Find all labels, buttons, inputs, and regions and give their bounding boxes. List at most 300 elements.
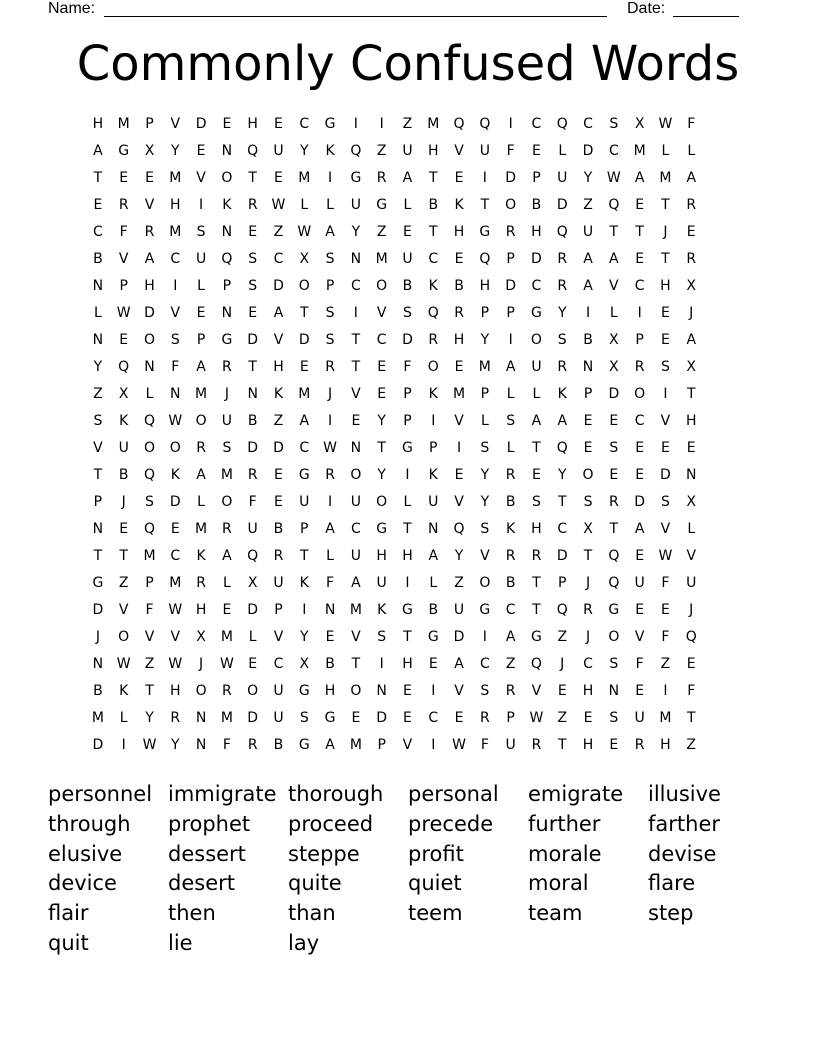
grid-letter[interactable]: O [221,170,233,186]
grid-letter[interactable]: W [168,602,183,618]
grid-letter[interactable]: M [633,143,646,159]
grid-letter[interactable]: H [402,656,413,672]
grid-letter[interactable]: A [299,413,310,429]
grid-letter[interactable]: R [325,467,335,483]
grid-letter[interactable]: M [169,575,182,591]
grid-letter[interactable]: H [660,737,671,753]
grid-letter[interactable]: A [557,413,568,429]
grid-letter[interactable]: Y [93,359,103,375]
grid-letter[interactable]: Z [454,575,464,591]
grid-letter[interactable]: D [402,332,413,348]
grid-letter[interactable]: K [119,413,129,429]
grid-letter[interactable]: E [686,224,696,240]
grid-letter[interactable]: S [583,494,593,510]
grid-letter[interactable]: H [479,278,491,294]
grid-letter[interactable]: M [298,386,311,402]
grid-letter[interactable]: R [505,683,516,699]
grid-letter[interactable]: A [325,737,335,753]
grid-letter[interactable]: U [118,440,129,456]
grid-letter[interactable]: E [377,359,387,375]
grid-letter[interactable]: G [402,440,413,456]
grid-letter[interactable]: O [608,629,620,645]
grid-letter[interactable]: E [351,710,361,726]
grid-letter[interactable]: Y [583,170,593,186]
grid-letter[interactable]: S [506,413,516,429]
grid-letter[interactable]: K [377,602,387,618]
grid-letter[interactable]: Z [557,629,568,645]
grid-letter[interactable]: B [93,683,103,699]
grid-letter[interactable]: T [248,170,257,186]
grid-letter[interactable]: D [608,386,620,402]
grid-letter[interactable]: Z [144,656,155,672]
grid-letter[interactable]: Z [93,386,103,402]
grid-letter[interactable]: J [224,386,229,402]
grid-letter[interactable]: T [428,170,438,186]
grid-letter[interactable]: V [660,521,671,537]
grid-letter[interactable]: S [660,494,670,510]
grid-letter[interactable]: Z [505,656,516,672]
grid-letter[interactable]: U [634,575,645,591]
grid-letter[interactable]: U [376,575,387,591]
grid-letter[interactable]: S [325,332,335,348]
grid-letter[interactable]: E [635,251,645,267]
grid-letter[interactable]: U [350,197,361,213]
grid-letter[interactable]: Z [376,143,387,159]
grid-letter[interactable]: E [145,170,154,186]
grid-letter[interactable]: P [403,386,412,402]
grid-letter[interactable]: I [121,737,126,753]
grid-letter[interactable]: I [663,683,668,699]
grid-letter[interactable]: S [222,440,232,456]
grid-letter[interactable]: X [609,332,619,348]
grid-letter[interactable]: C [634,413,645,429]
grid-letter[interactable]: A [686,332,697,348]
grid-letter[interactable]: R [479,710,490,726]
grid-letter[interactable]: D [247,440,259,456]
grid-letter[interactable]: G [221,332,233,348]
grid-letter[interactable]: U [531,359,542,375]
grid-letter[interactable]: B [402,278,413,294]
grid-letter[interactable]: R [557,359,568,375]
grid-letter[interactable]: U [195,251,207,267]
grid-letter[interactable]: A [222,548,232,564]
grid-letter[interactable]: P [506,305,515,321]
grid-letter[interactable]: S [532,494,541,510]
grid-letter[interactable]: O [143,440,155,456]
grid-letter[interactable]: E [248,656,258,672]
grid-letter[interactable]: R [531,737,542,753]
grid-letter[interactable]: L [403,494,412,510]
grid-letter[interactable]: R [634,737,645,753]
grid-letter[interactable]: E [428,656,438,672]
grid-letter[interactable]: H [170,683,181,699]
grid-letter[interactable]: R [505,548,516,564]
grid-letter[interactable]: D [169,494,181,510]
grid-letter[interactable]: S [170,332,180,348]
grid-letter[interactable]: Y [480,332,490,348]
grid-letter[interactable]: E [661,602,670,618]
grid-letter[interactable]: G [479,224,491,240]
grid-letter[interactable]: L [197,278,205,294]
grid-letter[interactable]: A [196,359,206,375]
grid-letter[interactable]: Y [299,629,309,645]
grid-letter[interactable]: N [350,440,362,456]
grid-letter[interactable]: P [635,332,644,348]
grid-letter[interactable]: A [196,467,206,483]
grid-letter[interactable]: M [375,251,388,267]
grid-letter[interactable]: H [582,737,594,753]
grid-letter[interactable]: V [454,143,464,159]
grid-letter[interactable]: V [351,629,361,645]
grid-letter[interactable]: D [195,116,207,132]
grid-letter[interactable]: Q [221,251,233,267]
grid-letter[interactable]: C [531,116,542,132]
grid-letter[interactable]: E [274,170,283,186]
grid-letter[interactable]: U [634,710,645,726]
grid-letter[interactable]: Q [247,143,259,159]
grid-letter[interactable]: O [427,359,439,375]
grid-letter[interactable]: I [379,656,384,672]
grid-letter[interactable]: X [118,386,129,402]
grid-letter[interactable]: T [403,521,412,537]
grid-letter[interactable]: O [505,197,517,213]
grid-letter[interactable]: E [119,170,129,186]
grid-letter[interactable]: Y [557,467,567,483]
grid-letter[interactable]: E [635,197,645,213]
grid-letter[interactable]: D [92,737,104,753]
grid-letter[interactable]: S [248,278,258,294]
grid-letter[interactable]: M [220,710,233,726]
grid-letter[interactable]: G [427,629,439,645]
grid-letter[interactable]: D [92,602,104,618]
grid-letter[interactable]: V [170,305,181,321]
grid-letter[interactable]: S [480,521,490,537]
grid-letter[interactable]: E [454,170,464,186]
grid-letter[interactable]: I [508,332,513,348]
grid-letter[interactable]: B [118,467,129,483]
grid-letter[interactable]: R [247,467,258,483]
grid-letter[interactable]: V [351,386,361,402]
grid-letter[interactable]: R [454,305,464,321]
grid-letter[interactable]: U [273,575,284,591]
grid-letter[interactable]: N [376,683,387,699]
grid-letter[interactable]: I [328,494,333,510]
grid-letter[interactable]: L [506,440,515,456]
grid-letter[interactable]: L [558,143,567,159]
grid-letter[interactable]: R [608,494,619,510]
grid-letter[interactable]: U [247,521,258,537]
grid-letter[interactable]: V [454,494,464,510]
grid-letter[interactable]: O [195,683,207,699]
grid-letter[interactable]: L [197,494,205,510]
grid-letter[interactable]: J [585,629,591,645]
grid-letter[interactable]: I [302,602,307,618]
grid-letter[interactable]: W [658,116,673,132]
grid-letter[interactable]: Y [480,494,490,510]
grid-letter[interactable]: X [686,359,697,375]
grid-letter[interactable]: A [325,224,335,240]
grid-letter[interactable]: Q [530,656,542,672]
grid-letter[interactable]: F [145,602,154,618]
grid-letter[interactable]: H [531,521,542,537]
grid-letter[interactable]: V [196,170,206,186]
grid-letter[interactable]: I [173,278,178,294]
grid-letter[interactable]: P [196,332,206,348]
grid-letter[interactable]: T [661,197,670,213]
grid-letter[interactable]: I [328,413,333,429]
grid-letter[interactable]: J [585,575,591,591]
grid-letter[interactable]: E [222,602,232,618]
grid-letter[interactable]: E [299,359,309,375]
grid-letter[interactable]: G [298,683,310,699]
grid-letter[interactable]: Q [608,575,620,591]
grid-letter[interactable]: E [635,683,645,699]
grid-letter[interactable]: U [479,143,490,159]
grid-letter[interactable]: V [376,305,387,321]
grid-letter[interactable]: G [298,467,310,483]
grid-letter[interactable]: B [273,521,284,537]
grid-letter[interactable]: N [170,386,181,402]
grid-letter[interactable]: R [505,224,516,240]
grid-letter[interactable]: A [93,143,103,159]
grid-letter[interactable]: S [660,359,670,375]
grid-letter[interactable]: W [658,548,673,564]
grid-letter[interactable]: N [685,467,697,483]
grid-letter[interactable]: U [557,170,568,186]
grid-letter[interactable]: W [271,197,286,213]
grid-letter[interactable]: L [506,386,515,402]
grid-letter[interactable]: D [660,467,671,483]
grid-letter[interactable]: O [298,278,310,294]
grid-letter[interactable]: T [93,170,103,186]
grid-letter[interactable]: H [324,683,336,699]
grid-letter[interactable]: J [689,602,694,618]
grid-letter[interactable]: S [609,656,619,672]
grid-letter[interactable]: T [119,548,128,564]
grid-letter[interactable]: B [454,278,464,294]
grid-letter[interactable]: L [403,197,412,213]
grid-letter[interactable]: F [119,224,128,240]
grid-letter[interactable]: P [403,413,412,429]
grid-letter[interactable]: P [145,575,154,591]
grid-letter[interactable]: S [609,116,619,132]
grid-letter[interactable]: G [479,602,491,618]
grid-letter[interactable]: Q [247,548,259,564]
grid-letter[interactable]: X [583,521,593,537]
grid-letter[interactable]: V [454,683,464,699]
grid-letter[interactable]: D [247,710,259,726]
grid-letter[interactable]: T [609,224,619,240]
grid-letter[interactable]: S [93,413,103,429]
grid-letter[interactable]: C [273,251,284,267]
grid-letter[interactable]: F [403,359,412,375]
grid-letter[interactable]: K [222,197,232,213]
grid-letter[interactable]: Z [273,413,284,429]
grid-letter[interactable]: K [506,521,516,537]
grid-letter[interactable]: O [634,386,646,402]
grid-letter[interactable]: P [274,602,283,618]
grid-letter[interactable]: V [118,602,129,618]
grid-letter[interactable]: R [170,710,181,726]
grid-letter[interactable]: E [196,305,206,321]
grid-letter[interactable]: C [634,278,645,294]
grid-letter[interactable]: C [299,116,310,132]
grid-letter[interactable]: V [93,440,103,456]
grid-letter[interactable]: E [454,467,464,483]
grid-letter[interactable]: R [247,197,258,213]
grid-letter[interactable]: S [325,305,335,321]
grid-letter[interactable]: W [297,224,312,240]
grid-letter[interactable]: H [170,197,181,213]
grid-letter[interactable]: N [92,656,104,672]
grid-letter[interactable]: K [170,467,180,483]
grid-letter[interactable]: B [428,197,439,213]
grid-letter[interactable]: D [273,278,284,294]
grid-letter[interactable]: I [431,413,436,429]
grid-letter[interactable]: C [583,116,593,132]
grid-letter[interactable]: K [119,683,129,699]
grid-letter[interactable]: S [403,305,412,321]
grid-letter[interactable]: B [505,575,516,591]
grid-letter[interactable]: R [557,251,568,267]
grid-letter[interactable]: D [556,197,568,213]
grid-letter[interactable]: W [116,305,131,321]
grid-letter[interactable]: M [169,224,182,240]
grid-letter[interactable]: M [91,710,104,726]
grid-letter[interactable]: N [221,305,233,321]
grid-letter[interactable]: Q [556,116,568,132]
grid-letter[interactable]: A [351,575,361,591]
grid-letter[interactable]: E [274,494,283,510]
grid-letter[interactable]: S [299,710,309,726]
grid-letter[interactable]: T [145,683,154,699]
grid-letter[interactable]: E [403,224,412,240]
grid-letter[interactable]: I [405,575,410,591]
grid-letter[interactable]: P [429,440,438,456]
grid-letter[interactable]: S [480,683,490,699]
grid-letter[interactable]: Y [377,413,386,429]
grid-letter[interactable]: W [219,656,234,672]
grid-letter[interactable]: M [143,548,156,564]
grid-letter[interactable]: X [196,629,206,645]
grid-letter[interactable]: Q [118,359,130,375]
grid-letter[interactable]: M [478,359,491,375]
grid-letter[interactable]: N [247,386,258,402]
grid-letter[interactable]: L [687,143,696,159]
grid-letter[interactable]: F [687,683,696,699]
grid-letter[interactable]: F [480,737,489,753]
grid-letter[interactable]: E [686,656,696,672]
grid-letter[interactable]: S [609,710,619,726]
grid-letter[interactable]: Z [583,197,593,213]
grid-letter[interactable]: N [92,278,104,294]
grid-letter[interactable]: P [222,278,232,294]
grid-letter[interactable]: P [119,278,128,294]
grid-letter[interactable]: M [220,467,233,483]
grid-letter[interactable]: C [428,710,439,726]
grid-letter[interactable]: T [403,629,412,645]
grid-letter[interactable]: N [350,251,362,267]
grid-letter[interactable]: E [248,224,258,240]
grid-letter[interactable]: F [326,575,335,591]
grid-letter[interactable]: H [195,602,207,618]
grid-letter[interactable]: V [144,629,155,645]
grid-letter[interactable]: U [402,251,413,267]
grid-letter[interactable]: J [199,656,204,672]
grid-letter[interactable]: W [142,737,157,753]
grid-letter[interactable]: G [608,602,620,618]
grid-letter[interactable]: R [222,359,232,375]
grid-letter[interactable]: A [144,251,155,267]
grid-letter[interactable]: T [583,548,593,564]
grid-letter[interactable]: M [453,386,466,402]
grid-letter[interactable]: V [686,548,697,564]
grid-letter[interactable]: D [247,332,259,348]
grid-letter[interactable]: G [324,710,336,726]
grid-letter[interactable]: M [195,386,208,402]
grid-letter[interactable]: P [145,116,154,132]
grid-letter[interactable]: D [582,143,594,159]
grid-letter[interactable]: P [480,305,490,321]
grid-letter[interactable]: N [324,602,336,618]
grid-letter[interactable]: S [145,494,154,510]
grid-letter[interactable]: X [609,359,619,375]
grid-letter[interactable]: C [273,656,284,672]
grid-letter[interactable]: V [609,278,619,294]
grid-letter[interactable]: L [661,143,670,159]
grid-letter[interactable]: D [298,332,310,348]
grid-letter[interactable]: T [557,737,567,753]
grid-letter[interactable]: X [686,494,697,510]
grid-letter[interactable]: R [428,332,439,348]
grid-letter[interactable]: Q [143,467,155,483]
grid-letter[interactable]: X [299,656,310,672]
grid-letter[interactable]: M [298,170,311,186]
grid-letter[interactable]: N [608,683,620,699]
grid-letter[interactable]: T [93,548,103,564]
grid-letter[interactable]: Q [608,548,620,564]
grid-letter[interactable]: O [582,467,594,483]
grid-letter[interactable]: L [326,548,334,564]
grid-letter[interactable]: D [505,170,517,186]
grid-letter[interactable]: S [557,332,567,348]
grid-letter[interactable]: Z [660,656,671,672]
grid-letter[interactable]: S [609,440,619,456]
grid-letter[interactable]: P [325,278,335,294]
grid-letter[interactable]: O [118,629,130,645]
grid-letter[interactable]: Z [118,575,129,591]
grid-letter[interactable]: G [376,521,388,537]
grid-letter[interactable]: L [687,521,696,537]
grid-letter[interactable]: E [403,710,412,726]
grid-letter[interactable]: R [144,224,155,240]
grid-letter[interactable]: U [273,683,284,699]
grid-letter[interactable]: Y [557,305,567,321]
grid-letter[interactable]: D [556,548,568,564]
grid-letter[interactable]: D [247,602,259,618]
grid-letter[interactable]: L [326,197,334,213]
grid-letter[interactable]: L [609,305,618,321]
grid-letter[interactable]: G [531,629,542,645]
grid-letter[interactable]: A [686,170,697,186]
grid-letter[interactable]: V [273,332,284,348]
grid-letter[interactable]: X [247,575,258,591]
grid-letter[interactable]: G [118,143,130,159]
grid-letter[interactable]: E [635,548,645,564]
grid-letter[interactable]: B [531,197,542,213]
grid-letter[interactable]: Q [453,116,465,132]
grid-letter[interactable]: E [583,440,593,456]
